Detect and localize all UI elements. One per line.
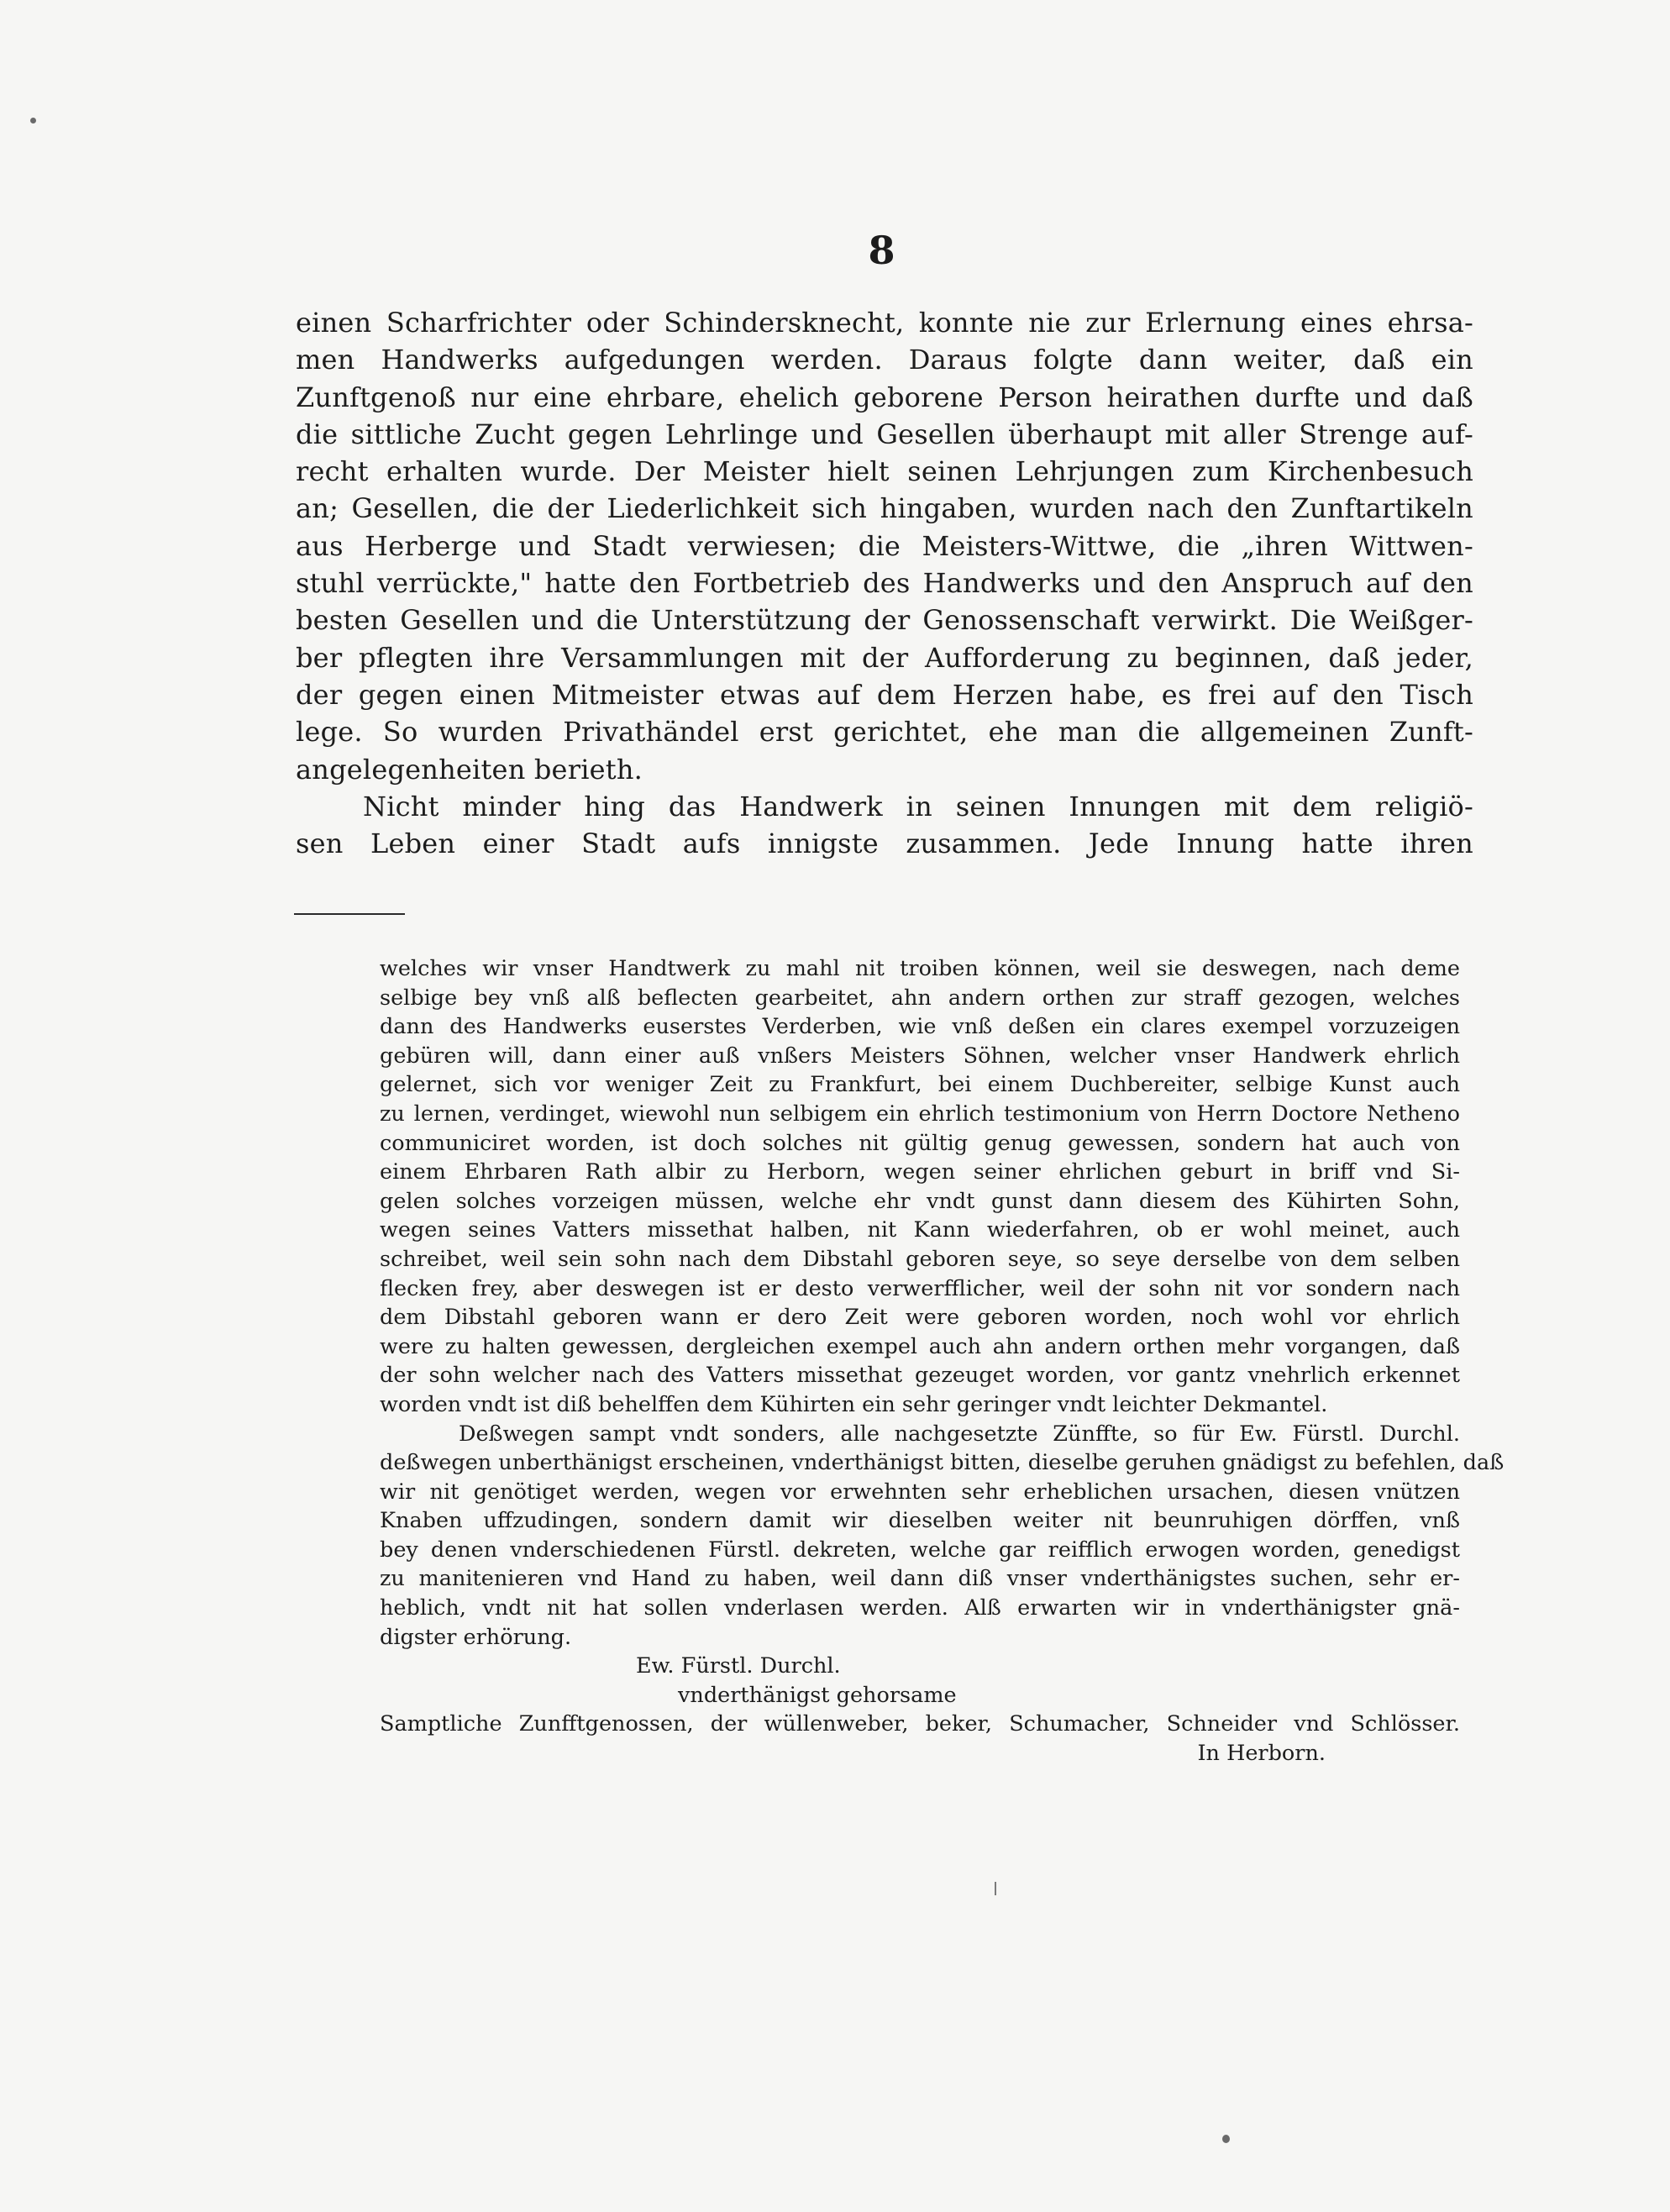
footnote-line: schreibet, weil sein sohn nach dem Dibstahl geboren seye, so seye derselbe von dem selben xyxy=(380,1246,1460,1272)
footnote-line: deßwegen unberthänigst erscheinen, vnderthänigst bitten, dieselbe geruhen gnädigst zu befehlen, daß xyxy=(380,1450,1505,1476)
footnote-line: gebüren will, dann einer auß vnßers Meisters Söhnen, welcher vnser Handwerk ehrlich xyxy=(380,1043,1460,1069)
main-text-line: recht erhalten wurde. Der Meister hielt seinen Lehrjungen zum Kirchenbesuch xyxy=(296,455,1473,488)
main-text-line: Nicht minder hing das Handwerk in seinen Innungen mit dem religiö- xyxy=(363,790,1473,822)
main-text-line: angelegenheiten berieth. xyxy=(296,753,643,785)
scan-speck xyxy=(1222,2135,1230,2143)
footnote-line: der sohn welcher nach des Vatters missethat gezeuget worden, vor gantz vnehrlich erkennet xyxy=(380,1363,1460,1389)
footnote-line: gelen solches vorzeigen müssen, welche ehr vndt gunst dann diesem des Kühirten Sohn, xyxy=(380,1188,1460,1214)
main-text-line: an; Gesellen, die der Liederlichkeit sich hingaben, wurden nach den Zunftartikeln xyxy=(296,492,1473,525)
main-text-line: men Handwerks aufgedungen werden. Daraus folgte dann weiter, daß ein xyxy=(296,344,1473,376)
footnote-line: gelernet, sich vor weniger Zeit zu Frankfurt, bei einem Duchbereiter, selbige Kunst auch xyxy=(380,1072,1460,1098)
footnote-line: Knaben uffzudingen, sondern damit wir dieselben weiter nit beunruhigen dörffen, vnß xyxy=(380,1508,1460,1534)
footnote-line: zu lernen, verdinget, wiewohl nun selbigem ein ehrlich testimonium von Herrn Doctore Netheno xyxy=(380,1101,1460,1127)
main-text-line: ber pflegten ihre Versammlungen mit der Aufforderung zu beginnen, daß jeder, xyxy=(296,641,1473,674)
footnote-closing: vnderthänigst gehorsame xyxy=(678,1682,957,1708)
footnote-line: zu manitenieren vnd Hand zu haben, weil dann diß vnser vnderthänigstes suchen, sehr er- xyxy=(380,1566,1460,1592)
footnote-line: communiciret worden, ist doch solches nit gültig genug gewessen, sondern hat auch von xyxy=(380,1130,1460,1156)
footnote-line: dem Dibstahl geboren wann er dero Zeit were geboren worden, noch wohl vor ehrlich xyxy=(380,1305,1460,1331)
main-text-line: die sittliche Zucht gegen Lehrlinge und Gesellen überhaupt mit aller Strenge auf- xyxy=(296,418,1473,450)
footnote-salutation: Ew. Fürstl. Durchl. xyxy=(636,1653,841,1679)
footnote-block xyxy=(380,954,1505,1768)
footnote-line: einem Ehrbaren Rath albir zu Herborn, wegen seiner ehrlichen geburt in briff vnd Si- xyxy=(380,1159,1460,1185)
footnote-line: dann des Handwerks euserstes Verderben, wie vnß deßen ein clares exempel vorzuzeigen xyxy=(380,1014,1460,1040)
footnote-signatories: Samptliche Zunfftgenossen, der wüllenweber, beker, Schumacher, Schneider vnd Schlösser. xyxy=(380,1711,1460,1737)
page-number: 8 xyxy=(868,228,896,273)
scan-speck xyxy=(30,118,36,123)
footnote-line: Deßwegen sampt vndt sonders, alle nachgesetzte Zünffte, so für Ew. Fürstl. Durchl. xyxy=(459,1421,1460,1447)
main-text-line: einen Scharfrichter oder Schindersknecht, konnte nie zur Erlernung eines ehrsa- xyxy=(296,307,1473,339)
scan-mark xyxy=(995,1882,996,1895)
footnote-line: digster erhörung. xyxy=(380,1624,572,1650)
footnote-separator-rule xyxy=(294,913,405,915)
main-text-block xyxy=(296,304,1473,862)
footnote-line: wegen seines Vatters missethat halben, nit Kann wiederfahren, ob er wohl meinet, auch xyxy=(380,1217,1460,1243)
main-text-line: sen Leben einer Stadt aufs innigste zusammen. Jede Innung hatte ihren xyxy=(296,828,1473,860)
footnote-line: worden vndt ist diß behelffen dem Kühirten ein sehr geringer vndt leichter Dekmantel. xyxy=(380,1391,1328,1417)
footnote-line: wir nit genötiget werden, wegen vor erwehnten sehr erheblichen ursachen, diesen vnützen xyxy=(380,1479,1460,1505)
main-text-line: lege. So wurden Privathändel erst gerichtet, ehe man die allgemeinen Zunft- xyxy=(296,716,1473,749)
footnote-line: were zu halten gewessen, dergleichen exempel auch ahn andern orthen mehr vorgangen, daß xyxy=(380,1333,1460,1359)
footnote-line: heblich, vndt nit hat sollen vnderlasen werden. Alß erwarten wir in vnderthänigster gnä- xyxy=(380,1595,1460,1621)
footnote-line: selbige bey vnß alß beflecten gearbeitet, ahn andern orthen zur straff gezogen, welches xyxy=(380,985,1460,1011)
footnote-line: flecken frey, aber deswegen ist er desto verwerfflicher, weil der sohn nit vor sondern nach xyxy=(380,1275,1460,1301)
main-text-line: der gegen einen Mitmeister etwas auf dem Herzen habe, es frei auf den Tisch xyxy=(296,678,1473,711)
footnote-line: bey denen vnderschiedenen Fürstl. dekreten, welche gar reifflich erwogen worden, genedigst xyxy=(380,1537,1460,1563)
footnote-place: In Herborn. xyxy=(1197,1741,1326,1767)
footnote-line: welches wir vnser Handtwerk zu mahl nit troiben können, weil sie deswegen, nach deme xyxy=(380,956,1460,981)
main-text-line: Zunftgenoß nur eine ehrbare, ehelich geborene Person heirathen durfte und daß xyxy=(296,381,1473,413)
main-text-line: aus Herberge und Stadt verwiesen; die Meisters-Wittwe, die „ihren Wittwen- xyxy=(296,529,1473,562)
main-text-line: besten Gesellen und die Unterstützung der Genossenschaft verwirkt. Die Weißger- xyxy=(296,604,1473,637)
main-text-line: stuhl verrückte," hatte den Fortbetrieb des Handwerks und den Anspruch auf den xyxy=(296,567,1473,600)
